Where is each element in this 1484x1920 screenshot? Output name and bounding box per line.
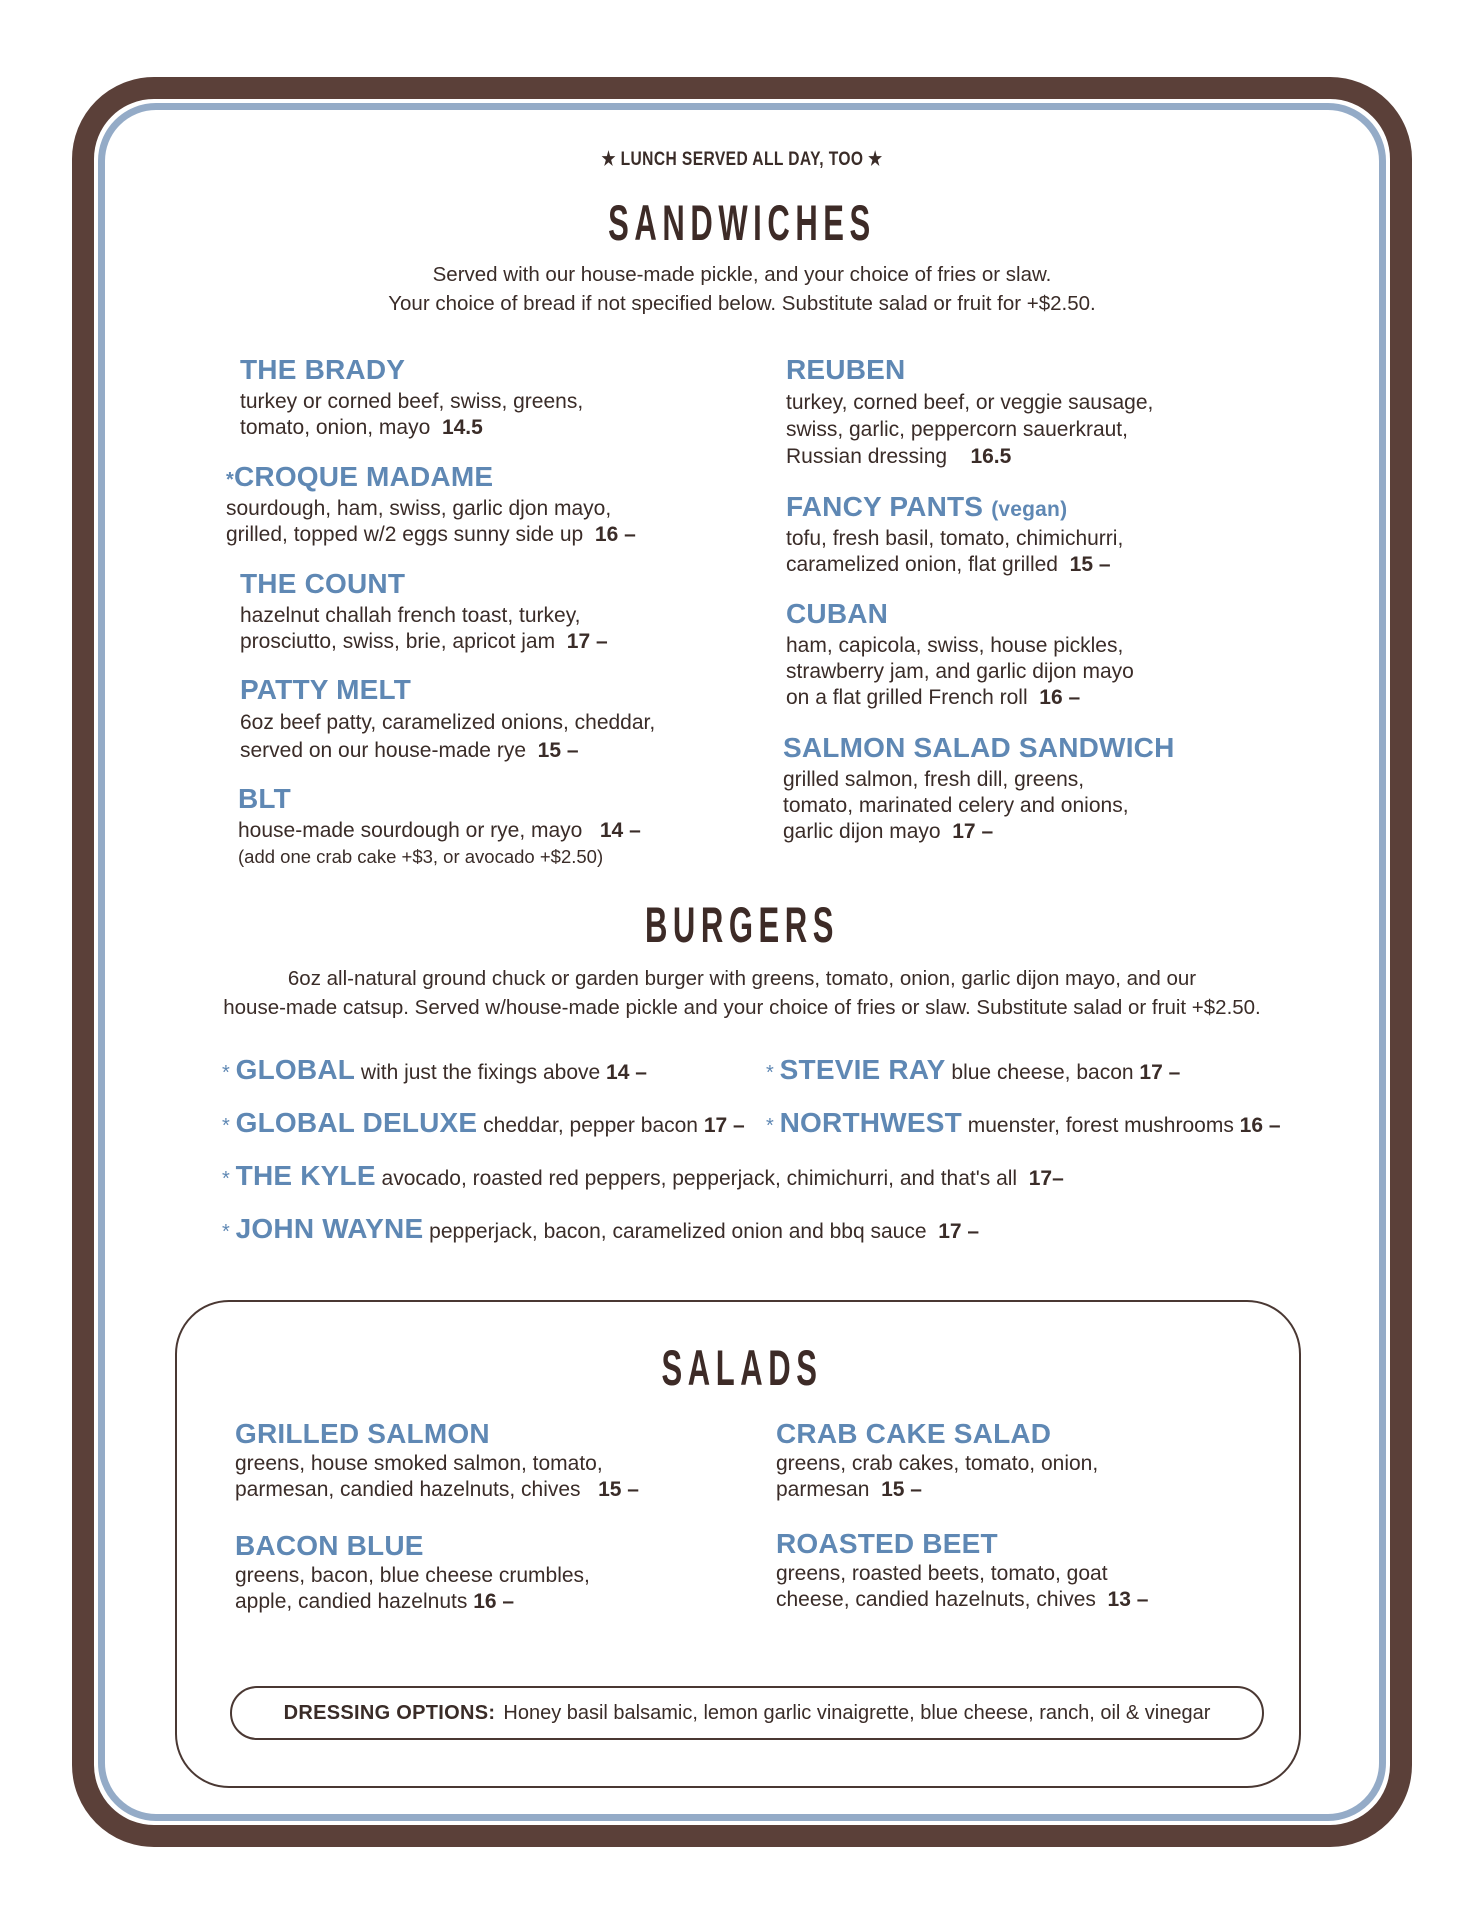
item-price: 16 – (594, 523, 636, 546)
signature-star: * (222, 1221, 230, 1243)
item-price: 17 – (566, 630, 608, 653)
item-desc: cheddar, pepper bacon (483, 1114, 698, 1137)
item-desc-line: ham, capicola, swiss, house pickles, (786, 634, 1124, 657)
burger-john-wayne (222, 1215, 979, 1244)
item-desc-line (786, 552, 1123, 578)
item-desc (786, 526, 1123, 578)
item-price: 15 – (598, 1478, 639, 1501)
item-price: 17– (1028, 1167, 1064, 1190)
item-name: CUBAN (786, 598, 889, 629)
item-desc-line: strawberry jam, and garlic dijon mayo (786, 660, 1134, 683)
burgers-title: BURGERS (644, 897, 840, 953)
burger-stevie-ray (766, 1056, 1180, 1085)
item-desc-text: apple, candied hazelnuts (235, 1590, 468, 1613)
item-desc-line: tomato, marinated celery and onions, (783, 794, 1129, 817)
item-desc-line (776, 1587, 1148, 1613)
burgers-intro-line2: house-made catsup. Served w/house-made pickle and your choice of fries or slaw. Substitute salad or fruit +$2.50. (223, 996, 1261, 1019)
item-price: 14 – (599, 819, 641, 842)
item-desc (783, 767, 1175, 845)
item-desc-text: caramelized onion, flat grilled (786, 553, 1058, 576)
salads-title: SALADS (661, 1340, 823, 1396)
item-name: PATTY MELT (240, 674, 412, 705)
item-desc-line (226, 522, 636, 548)
item-price: 16 – (1039, 686, 1081, 709)
item-name (786, 493, 1123, 521)
menu-item-salmon-salad-sandwich (783, 734, 1175, 845)
menu-item-patty-melt (240, 676, 655, 765)
item-name: ROASTED BEET (776, 1528, 998, 1559)
item-price: 16 – (1239, 1114, 1281, 1137)
signature-star: * (766, 1062, 774, 1084)
item-desc (240, 709, 655, 765)
item-desc-text: house-made sourdough or rye, mayo (238, 819, 583, 842)
item-desc-line: 6oz beef patty, caramelized onions, cheddar, (240, 711, 656, 734)
item-price: 16.5 (970, 445, 1012, 468)
item-desc-line: turkey, corned beef, or veggie sausage, (786, 391, 1154, 414)
burger-global (222, 1056, 647, 1085)
item-price: 14 – (606, 1061, 647, 1084)
sandwiches-intro-line1: Served with our house-made pickle, and your choice of fries or slaw. (432, 263, 1052, 286)
item-desc: muenster, forest mushrooms (967, 1114, 1234, 1137)
item-desc: blue cheese, bacon (951, 1061, 1134, 1084)
item-name-text: FANCY PANTS (786, 491, 984, 522)
item-name: THE BRADY (240, 354, 406, 385)
menu-item-the-count (240, 570, 608, 655)
menu-item-fancy-pants (786, 493, 1123, 578)
item-desc (776, 1561, 1148, 1613)
item-price: 15 – (537, 739, 579, 762)
item-desc-text: parmesan (776, 1478, 870, 1501)
item-desc: pepperjack, bacon, caramelized onion and bbq sauce (429, 1220, 927, 1243)
burgers-intro (0, 964, 1484, 1022)
item-name: THE KYLE (235, 1160, 376, 1191)
item-desc-text: cheese, candied hazelnuts, chives (776, 1588, 1096, 1611)
item-desc-text: grilled, topped w/2 eggs sunny side up (226, 523, 584, 546)
item-desc-text: served on our house-made rye (240, 739, 526, 762)
signature-star: * (222, 1062, 230, 1084)
item-desc-text: parmesan, candied hazelnuts, chives (235, 1478, 581, 1501)
item-desc-text: tomato, onion, mayo (240, 416, 431, 439)
item-desc-line: greens, roasted beets, tomato, goat (776, 1562, 1108, 1585)
item-price: 17 – (1139, 1061, 1181, 1084)
item-price: 13 – (1107, 1588, 1149, 1611)
item-desc-line: sourdough, ham, swiss, garlic djon mayo, (226, 497, 612, 520)
item-desc-line (786, 685, 1134, 711)
menu-item-blt (238, 785, 641, 870)
item-name: JOHN WAYNE (235, 1213, 424, 1244)
item-desc-line: hazelnut challah french toast, turkey, (240, 604, 581, 627)
menu-item-croque-madame (226, 463, 636, 548)
item-name: BACON BLUE (235, 1530, 424, 1561)
item-name: THE COUNT (240, 568, 406, 599)
item-name: GLOBAL (235, 1054, 356, 1085)
item-desc-line (240, 629, 608, 655)
item-desc (786, 633, 1134, 711)
signature-star: * (222, 1168, 230, 1190)
item-desc-line (235, 1477, 639, 1503)
menu-item-the-brady (240, 356, 583, 441)
item-desc-line (238, 818, 641, 844)
item-desc (240, 389, 583, 441)
burger-the-kyle (222, 1162, 1064, 1191)
sandwiches-intro (0, 260, 1484, 318)
item-desc-text: on a flat grilled French roll (786, 686, 1028, 709)
item-desc-line: greens, bacon, blue cheese crumbles, (235, 1564, 590, 1587)
item-price: 15 – (1069, 553, 1111, 576)
item-price: 15 – (881, 1478, 922, 1501)
item-name: BLT (238, 783, 291, 814)
item-name: CRAB CAKE SALAD (776, 1418, 1052, 1449)
item-desc-line: tofu, fresh basil, tomato, chimichurri, (786, 527, 1124, 550)
item-desc-line (240, 737, 655, 765)
item-name: SALMON SALAD SANDWICH (783, 732, 1175, 763)
item-name: NORTHWEST (779, 1107, 962, 1138)
menu-item-reuben (786, 356, 1153, 470)
item-desc-line: greens, house smoked salmon, tomato, (235, 1452, 603, 1475)
signature-star: * (766, 1115, 774, 1137)
item-desc-line (783, 819, 1175, 845)
item-desc-line: greens, crab cakes, tomato, onion, (776, 1452, 1099, 1475)
sandwiches-intro-line2: Your choice of bread if not specified below. Substitute salad or fruit for +$2.50. (388, 292, 1096, 315)
item-price: 17 – (703, 1114, 745, 1137)
dressing-label: DRESSING OPTIONS: (283, 1701, 496, 1724)
item-desc: avocado, roasted red peppers, pepperjack, chimichurri, and that's all (381, 1167, 1018, 1190)
signature-star: * (222, 1115, 230, 1137)
tagline: ★ LUNCH SERVED ALL DAY, TOO ★ (601, 149, 883, 170)
item-desc (240, 603, 608, 655)
salad-crab-cake (776, 1420, 1098, 1503)
menu-item-cuban (786, 600, 1134, 711)
item-desc (226, 496, 636, 548)
item-desc (235, 1451, 639, 1503)
item-price: 14.5 (441, 416, 483, 439)
item-desc-line (240, 415, 583, 441)
item-desc-line: grilled salmon, fresh dill, greens, (783, 768, 1085, 791)
salad-bacon-blue (235, 1532, 590, 1615)
burger-global-deluxe (222, 1109, 745, 1138)
item-desc (786, 389, 1153, 470)
vegan-tag: (vegan) (991, 498, 1068, 521)
dressing-options (230, 1686, 1264, 1740)
item-desc (776, 1451, 1098, 1503)
item-desc (238, 818, 641, 870)
sandwiches-title: SANDWICHES (608, 195, 876, 251)
item-desc-line (786, 443, 1153, 470)
salad-grilled-salmon (235, 1420, 639, 1503)
burgers-intro-line1: 6oz all-natural ground chuck or garden burger with greens, tomato, onion, garlic dijon mayo, and our (287, 967, 1197, 990)
signature-star: * (226, 469, 234, 491)
item-desc-line: swiss, garlic, peppercorn sauerkraut, (786, 418, 1128, 441)
item-name: STEVIE RAY (779, 1054, 946, 1085)
item-name: GRILLED SALMON (235, 1418, 490, 1449)
item-price: 17 – (938, 1220, 980, 1243)
item-desc: with just the fixings above (360, 1061, 601, 1084)
item-desc-line (235, 1589, 590, 1615)
item-price: 17 – (952, 820, 994, 843)
dressing-text: Honey basil balsamic, lemon garlic vinaigrette, blue cheese, ranch, oil & vinegar (503, 1701, 1211, 1724)
item-name: GLOBAL DELUXE (235, 1107, 478, 1138)
item-price: 16 – (473, 1590, 515, 1613)
item-note: (add one crab cake +$3, or avocado +$2.50) (238, 846, 604, 867)
item-desc-text: prosciutto, swiss, brie, apricot jam (240, 630, 556, 653)
item-desc-line: turkey or corned beef, swiss, greens, (240, 390, 584, 413)
item-desc-line (776, 1477, 1098, 1503)
item-desc (235, 1563, 590, 1615)
burger-northwest (766, 1109, 1281, 1138)
item-name: REUBEN (786, 354, 906, 385)
item-desc-text: garlic dijon mayo (783, 820, 941, 843)
item-name-text: CROQUE MADAME (233, 461, 494, 492)
salad-roasted-beet (776, 1530, 1148, 1613)
item-name (226, 463, 636, 491)
item-desc-text: Russian dressing (786, 445, 948, 468)
